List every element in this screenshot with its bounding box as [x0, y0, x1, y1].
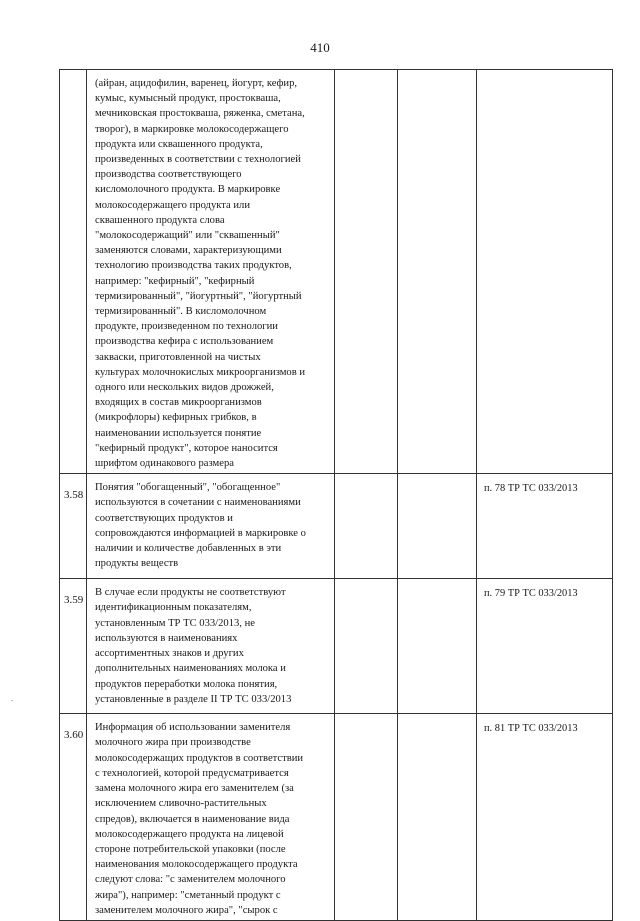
- requirement-text: [87, 70, 335, 474]
- requirement-line: одного или нескольких видов дрожжей,: [95, 382, 274, 394]
- empty-cell-a: [335, 579, 398, 714]
- requirement-line: Информация об использовании заменителя: [95, 722, 291, 734]
- requirement-line: Понятия "обогащенный", "обогащенное": [95, 482, 281, 494]
- requirement-line: заменяются словами, характеризующими: [95, 245, 282, 257]
- requirement-line: используются в сочетании с наименованиями: [95, 497, 301, 509]
- regulation-reference: п. 78 ТР ТС 033/2013: [477, 474, 613, 579]
- empty-cell-a: [335, 70, 398, 474]
- requirement-line: закваски, приготовленной на чистых: [95, 351, 261, 363]
- table-row: [60, 474, 613, 579]
- requirement-line: входящих в состав микроорганизмов: [95, 397, 262, 409]
- row-number: [60, 70, 87, 474]
- requirement-line: "молокосодержащий" или "сквашенный": [95, 230, 280, 242]
- requirement-line: наименования молокосодержащего продукта: [95, 859, 298, 871]
- requirement-line: кумыс, кумысный продукт, простокваша,: [95, 93, 281, 105]
- row-number: 3.59: [60, 579, 87, 714]
- requirement-line: с технологией, которой предусматривается: [95, 767, 289, 779]
- requirement-line: соответствующих продуктов и: [95, 512, 233, 524]
- requirement-line: технологию производства таких продуктов,: [95, 260, 292, 272]
- requirement-text: [87, 474, 335, 579]
- requirement-line: установленным ТР ТС 033/2013, не: [95, 617, 255, 629]
- empty-cell-a: [335, 714, 398, 921]
- requirement-line: производства кефира с использованием: [95, 336, 274, 348]
- requirement-line: следуют слова: "с заменителем молочного: [95, 874, 286, 886]
- requirement-line: термизированный", "йогуртный", "йогуртный: [95, 290, 302, 302]
- requirement-line: (микрофлоры) кефирных грибков, в: [95, 412, 257, 424]
- requirement-line: молокосодержащего продукта на лицевой: [95, 828, 284, 840]
- row-number: 3.58: [60, 474, 87, 579]
- requirement-line: сопровождаются информацией в маркировке о: [95, 527, 306, 539]
- regulation-reference: п. 81 ТР ТС 033/2013: [477, 714, 613, 921]
- regulation-reference: п. 79 ТР ТС 033/2013: [477, 579, 613, 714]
- requirement-line: заменителем молочного жира", "сырок с: [95, 904, 278, 916]
- requirement-line: продуктов переработки молока понятия,: [95, 678, 278, 690]
- requirement-line: молокосодержащих продуктов в соответствии: [95, 752, 304, 764]
- requirement-line: установленные в разделе II ТР ТС 033/2013: [95, 693, 292, 705]
- requirement-line: используются в наименованиях: [95, 632, 238, 644]
- requirement-line: ассортиментных знаков и других: [95, 648, 244, 660]
- requirement-line: В случае если продукты не соответствуют: [95, 587, 286, 599]
- requirement-line: наличии и количестве добавленных в эти: [95, 543, 282, 555]
- requirement-line: замена молочного жира его заменителем (за: [95, 783, 294, 795]
- requirement-line: продукты веществ: [95, 558, 179, 570]
- margin-mark: .: [11, 693, 14, 703]
- requirement-line: культурах молочнокислых микроорганизмов и: [95, 366, 306, 378]
- requirement-line: например: "кефирный", "кефирный: [95, 275, 255, 287]
- requirement-line: идентификационным показателям,: [95, 602, 252, 614]
- requirement-line: кисломолочного продукта. В маркировке: [95, 184, 281, 196]
- requirement-line: (айран, ацидофилин, варенец, йогурт, кефир,: [95, 78, 298, 89]
- requirement-line: произведенных в соответствии с технологией: [95, 154, 301, 166]
- row-number: 3.60: [60, 714, 87, 921]
- requirement-line: мечниковская простокваша, ряженка, сметана,: [95, 108, 305, 120]
- requirement-text: [87, 714, 335, 921]
- requirement-line: шрифтом одинакового размера: [95, 458, 234, 470]
- empty-cell-a: [335, 474, 398, 579]
- requirements-table: [59, 69, 613, 921]
- table-row: [60, 579, 613, 714]
- requirement-line: стороне потребительской упаковки (после: [95, 843, 286, 855]
- requirement-line: исключением сливочно-растительных: [95, 798, 267, 810]
- table-row: [60, 714, 613, 921]
- empty-cell-b: [398, 474, 477, 579]
- requirement-line: дополнительных наименованиях молока и: [95, 663, 286, 675]
- table-row: [60, 70, 613, 474]
- empty-cell-b: [398, 579, 477, 714]
- requirement-line: жира"), например: "сметанный продукт с: [95, 889, 281, 901]
- requirement-text: [87, 579, 335, 714]
- regulation-reference: [477, 70, 613, 474]
- requirement-line: творог), в маркировке молокосодержащего: [95, 123, 289, 135]
- empty-cell-b: [398, 714, 477, 921]
- requirement-line: наименовании используется понятие: [95, 427, 262, 439]
- requirement-line: термизированный". В кисломолочном: [95, 306, 267, 318]
- requirement-line: молочного жира при производстве: [95, 737, 251, 749]
- requirement-line: производства соответствующего: [95, 169, 242, 181]
- requirement-line: "кефирный продукт", которое наносится: [95, 442, 278, 454]
- requirement-line: спредов), включается в наименование вида: [95, 813, 290, 825]
- page-number: 410: [310, 40, 330, 55]
- requirement-line: продукте, произведенном по технологии: [95, 321, 278, 333]
- empty-cell-b: [398, 70, 477, 474]
- requirement-line: молокосодержащего продукта или: [95, 199, 250, 211]
- requirement-line: сквашенного продукта слова: [95, 214, 225, 226]
- requirement-line: продукта или сквашенного продукта,: [95, 138, 263, 150]
